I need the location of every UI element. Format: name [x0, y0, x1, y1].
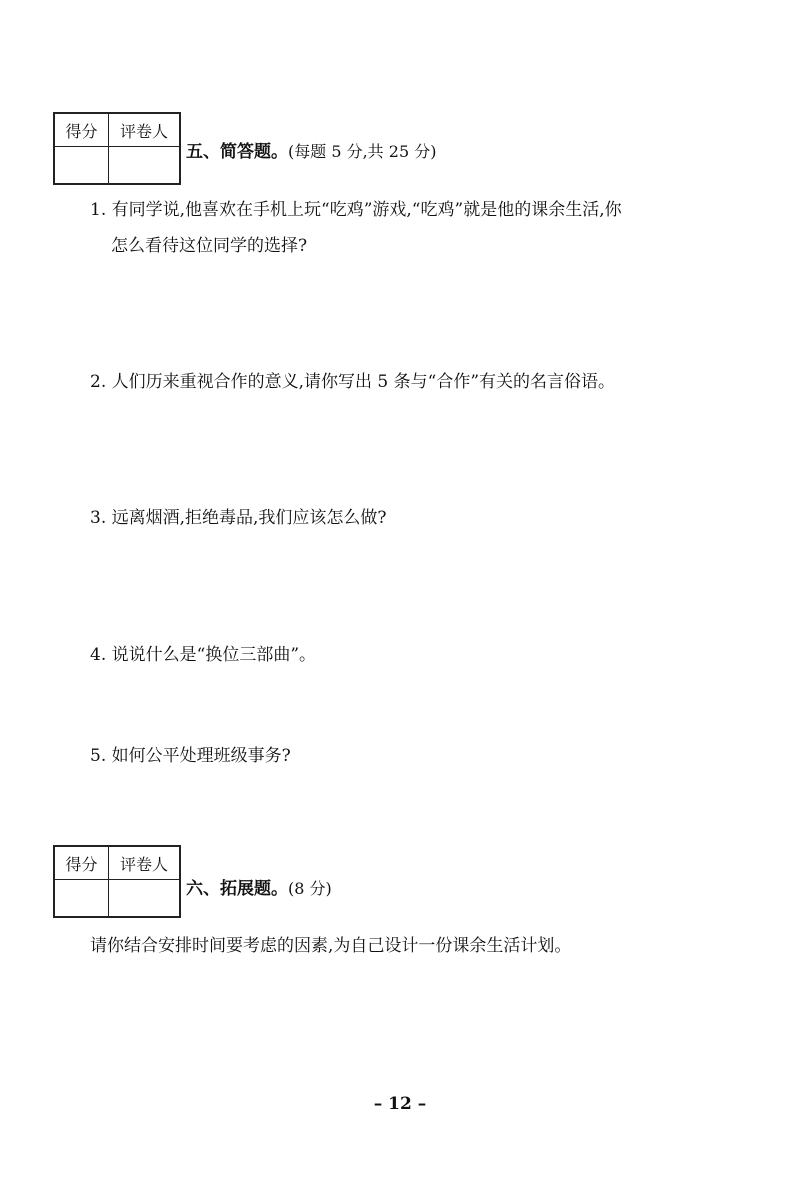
question-5-text: 5. 如何公平处理班级事务?	[90, 746, 291, 766]
section-5-note: (每题 5 分,共 25 分)	[288, 142, 437, 161]
score-table-section-5	[53, 112, 181, 185]
question-3	[90, 500, 730, 536]
section-6-title	[186, 874, 332, 899]
score-cell	[54, 147, 109, 185]
grader-cell	[109, 147, 181, 185]
section-6-prompt: 请你结合安排时间要考虑的因素,为自己设计一份课余生活计划。	[90, 936, 572, 956]
score-table-section-6	[53, 845, 181, 918]
question-2	[90, 364, 730, 400]
question-4	[90, 637, 730, 673]
question-1-line-2: 怎么看待这位同学的选择?	[111, 236, 308, 256]
grader-header: 评卷人	[109, 846, 181, 880]
section-6-note: (8 分)	[288, 879, 332, 898]
section-5-title	[186, 137, 436, 162]
section-5-heading: 五、简答题。	[186, 142, 288, 162]
question-4-text: 4. 说说什么是“换位三部曲”。	[90, 645, 317, 665]
grader-header: 评卷人	[109, 113, 181, 147]
section-6-heading: 六、拓展题。	[186, 879, 288, 899]
question-1	[90, 192, 730, 264]
question-1-line-1: 1. 有同学说,他喜欢在手机上玩“吃鸡”游戏,“吃鸡”就是他的课余生活,你	[90, 200, 622, 220]
question-2-text: 2. 人们历来重视合作的意义,请你写出 5 条与“合作”有关的名言俗语。	[90, 372, 616, 392]
page-number: – 12 –	[373, 1094, 427, 1114]
question-5	[90, 738, 730, 774]
score-header: 得分	[54, 846, 109, 880]
score-header: 得分	[54, 113, 109, 147]
grader-cell	[109, 880, 181, 918]
question-3-text: 3. 远离烟酒,拒绝毒品,我们应该怎么做?	[90, 508, 387, 528]
score-cell	[54, 880, 109, 918]
